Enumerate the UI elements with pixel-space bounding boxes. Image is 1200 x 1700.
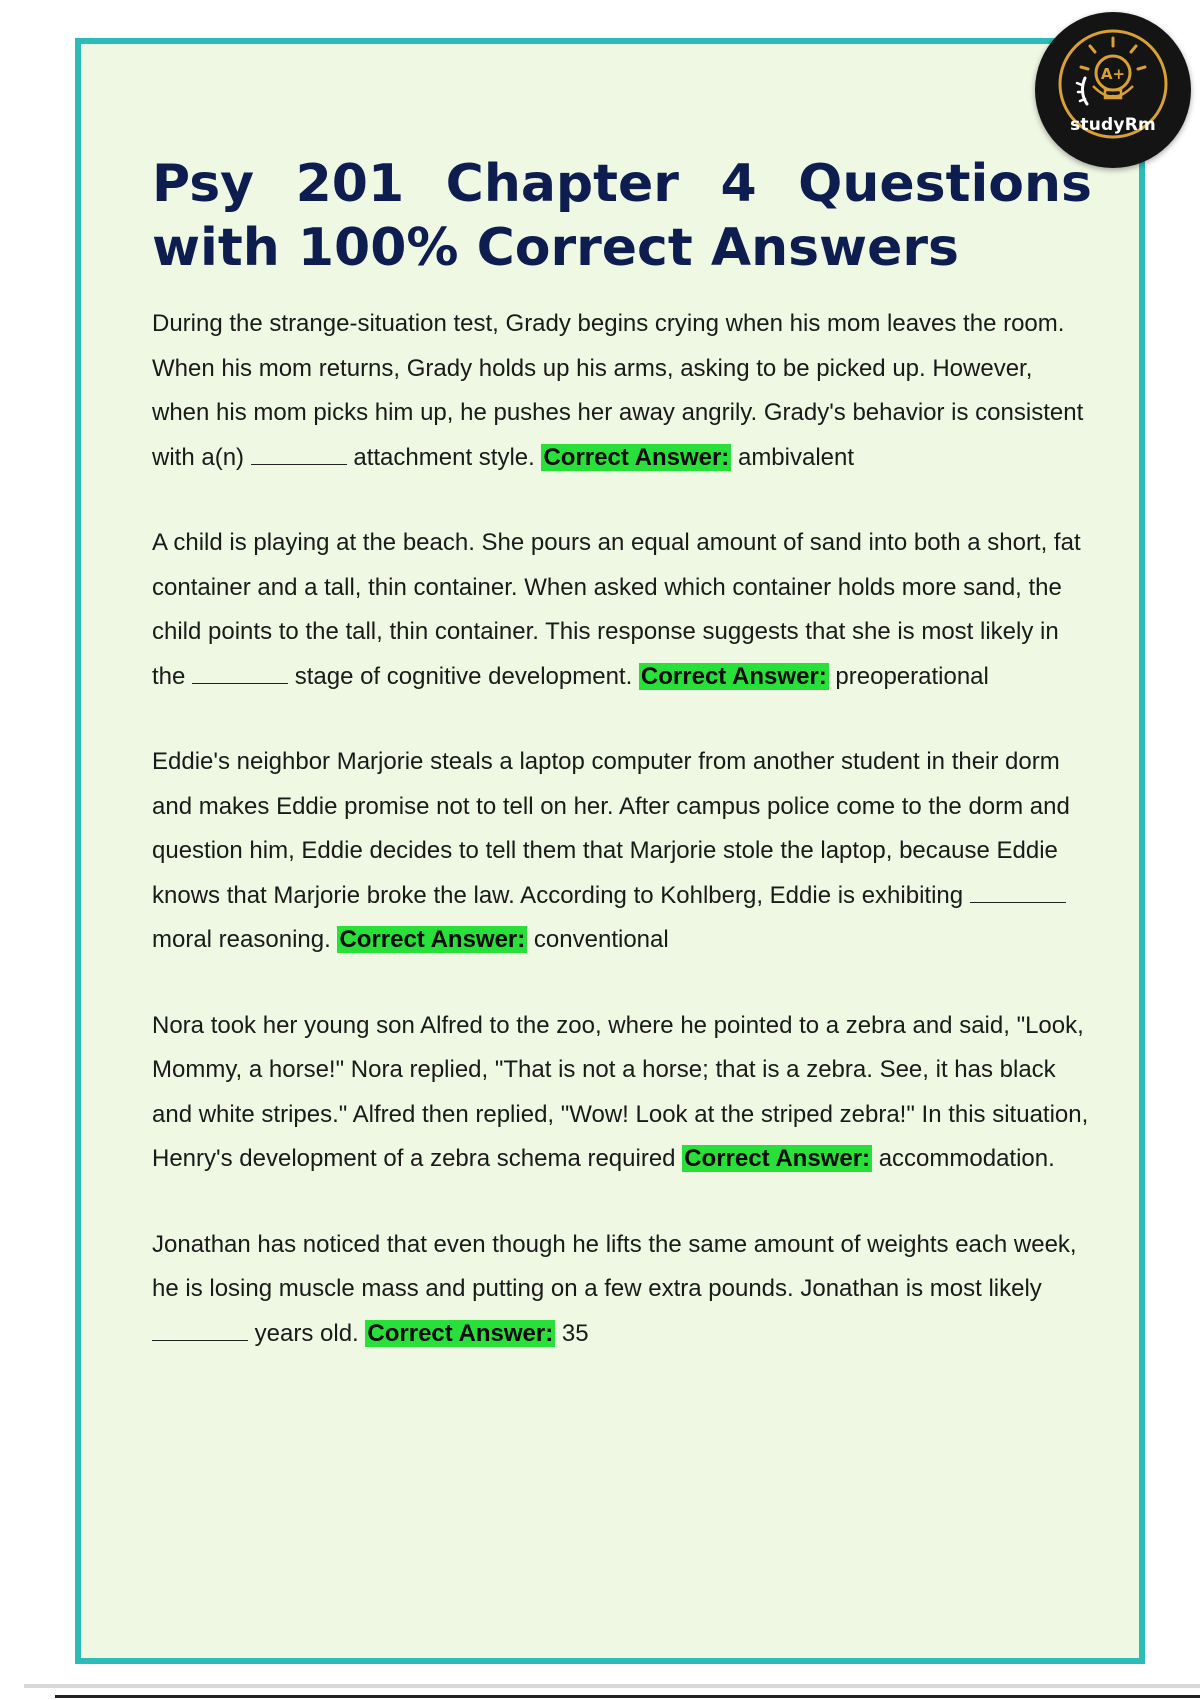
page-divider [24, 1684, 1200, 1688]
question-block-3 [152, 740, 1092, 963]
brand-name: studyRm [1070, 115, 1156, 135]
lightbulb-grade-icon [1035, 12, 1191, 168]
document-page [75, 38, 1145, 1664]
answer-blank [192, 663, 288, 684]
question-text-continued: moral reasoning. [152, 926, 338, 953]
document-title: Psy 201 Chapter 4 Questions with 100% Correct Answers [152, 154, 1092, 278]
correct-answer-label: Correct Answer: [640, 662, 827, 690]
answer-text: conventional [527, 926, 669, 953]
question-text: Jonathan has noticed that even though he lifts the same amount of weights each week, he is losing muscle mass and putting on a few extra pounds. Jonathan is most likely [152, 1230, 1077, 1302]
question-text-continued: stage of cognitive development. [288, 662, 639, 690]
question-block-1 [152, 302, 1092, 480]
grade-badge-text: A+ [1100, 65, 1126, 83]
question-text: Eddie's neighbor Marjorie steals a laptop computer from another student in their dorm and makes Eddie promise not to tell on her. After campus police come to the dorm and question him, Eddie decides to tell them that Marjorie stole the laptop, because Eddie knows that Marjorie broke the law. According to Kohlberg, Eddie is exhibiting [152, 748, 1070, 909]
question-block-5 [152, 1223, 1092, 1357]
answer-text: ambivalent [731, 443, 855, 471]
answer-text: 35 [555, 1319, 589, 1347]
answer-text: accommodation. [872, 1145, 1055, 1172]
correct-answer-label: Correct Answer: [367, 1319, 554, 1347]
studyrm-logo [1035, 12, 1191, 168]
question-text-continued: years old. [248, 1319, 366, 1347]
question-block-4 [152, 1004, 1092, 1182]
question-text-continued: attachment style. [346, 443, 542, 471]
document-body [152, 152, 1092, 1397]
answer-text: preoperational [828, 662, 989, 690]
question-text: During the strange-situation test, Grady begins crying when his mom leaves the room. When his mom returns, Grady holds up his arms, asking to be picked up. However, when his mom picks him up, he pushes her away angrily. Grady's behavior is consistent with a(n) [152, 310, 1084, 471]
page-bottom-line [55, 1695, 1200, 1698]
answer-blank [970, 882, 1066, 903]
answer-blank [251, 444, 347, 465]
answer-blank [152, 1320, 248, 1341]
correct-answer-label: Correct Answer: [543, 443, 730, 471]
question-block-2 [152, 521, 1092, 699]
correct-answer-label: Correct Answer: [339, 926, 526, 953]
question-text: A child is playing at the beach. She pours an equal amount of sand into both a short, fat container and a tall, thin container. When asked which container holds more sand, the child points to the tall, thin container. This response suggests that she is most likely in the [152, 529, 1081, 690]
question-text: Nora took her young son Alfred to the zoo, where he pointed to a zebra and said, "Look, Mommy, a horse!" Nora replied, "That is not a horse; that is a zebra. See, it has black and white stripes." Alfred then replied, "Wow! Look at the striped zebra!" In this situation, Henry's development of a zebra schema required [152, 1011, 1089, 1172]
correct-answer-label: Correct Answer: [684, 1145, 871, 1172]
